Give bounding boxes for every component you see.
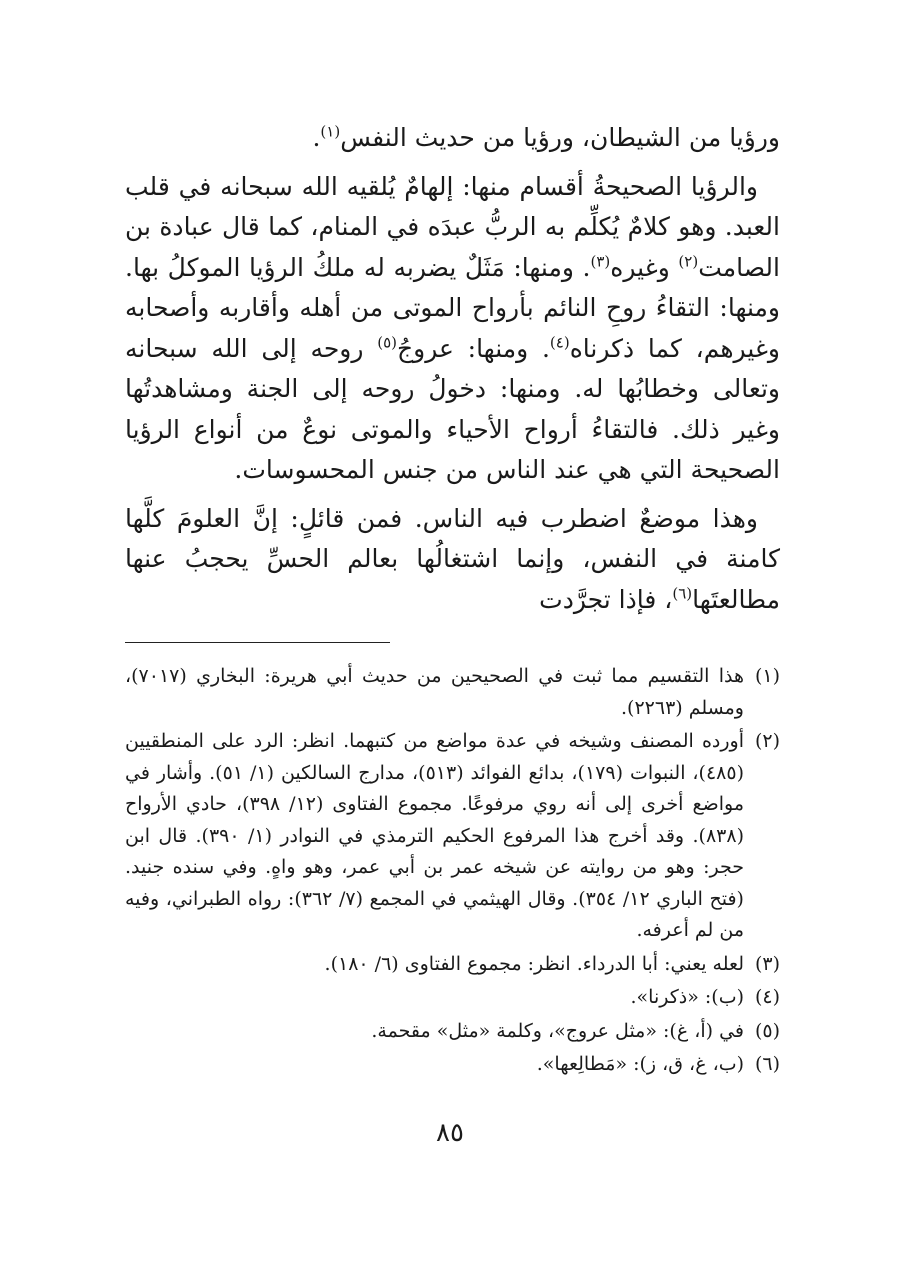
book-page — [125, 118, 780, 1083]
footnote-ref-4: (٤) — [549, 333, 570, 352]
footnote-text: (ب): «ذكرنا». — [630, 986, 744, 1008]
page-number: ٨٥ — [436, 1118, 464, 1148]
paragraph-3 — [125, 499, 780, 621]
paragraph-2-text-b: وغيره — [610, 252, 679, 282]
footnote-number: (٤) — [754, 986, 780, 1008]
paragraph-2-text-c: . ومنها: مَثَلٌ يضربه له ملكُ الرؤيا الموكلُ بها. ومنها: التقاءُ روحِ النائم بأرواح الموتى من أهله وأقاربه وأصحابه وغيرهم، كما ذكرناه — [125, 252, 781, 363]
paragraph-2 — [125, 167, 780, 491]
footnote-5 — [125, 1016, 780, 1048]
footnote-text: في (أ، غ): «مثل عروج»، وكلمة «مثل» مقحمة. — [371, 1019, 744, 1042]
footnote-3 — [125, 949, 780, 981]
footnote-text: أورده المصنف وشيخه في عدة مواضع من كتبهما. انظر: الرد على المنطقيين (٤٨٥)، النبوات (١٧٩)، بدائع الفوائد (٥١٣)، مدارج السالكين (١/ ٥١). وأشار في مواضع أخرى إلى أنه روي مرفوعًا. مجموع الفتاوى (١٢/ ٣٩٨)، حادي الأرواح (٨٣٨). وقد أخرج هذا المرفوع الحكيم الترمذي في النوادر (١/ ٣٩٠). قال ابن حجر: وهو من روايته عن شيخه عمر بن أبي عمر، وهو واهٍ. وفي سنده جنيد. (فتح الباري ١٢/ ٣٥٤). وقال الهيثمي في المجمع (٧/ ٣٦٢): رواه الطبراني، وفيه من لم أعرفه. — [125, 730, 745, 941]
footnote-text: هذا التقسيم مما ثبت في الصحيحين من حديث أبي هريرة: البخاري (٧٠١٧)، ومسلم (٢٢٦٣). — [125, 665, 744, 719]
footnote-number: (١) — [754, 665, 780, 687]
main-text — [125, 118, 780, 620]
footnote-ref-5: (٥) — [377, 333, 397, 352]
footnote-text: (ب، غ، ق، ز): «مَطالِعها». — [536, 1053, 744, 1075]
footnote-ref-1: (١) — [320, 122, 341, 141]
footnote-number: (٢) — [754, 730, 780, 752]
footnote-number: (٣) — [754, 952, 780, 975]
footnote-number: (٥) — [754, 1019, 780, 1042]
footnotes — [125, 661, 780, 1081]
paragraph-2-text-e: روحه إلى الله سبحانه وتعالى وخطابُها له. ومنها: دخولُ روحه إلى الجنة ومشاهدتُها وغير ذلك. فالتقاءُ أرواح الأحياء والموتى نوعٌ من أنواع الرؤيا الصحيحة التي هي عند الناس من جنس المحسوسات. — [125, 333, 780, 484]
footnote-text: لعله يعني: أبا الدرداء. انظر: مجموع الفتاوى (٦/ ١٨٠). — [324, 952, 744, 975]
paragraph-1 — [125, 118, 780, 159]
footnote-1 — [125, 661, 780, 724]
paragraph-2-text-a: والرؤيا الصحيحةُ أقسام منها: إلهامٌ يُلقيه الله سبحانه في قلب العبد. وهو كلامٌ يُكلِّم به الربُّ عبدَه في المنام، كما قال عبادة بن الصامت — [125, 171, 780, 282]
paragraph-3-text-b: ، فإذا تجرَّدت — [539, 584, 673, 614]
footnote-6 — [125, 1049, 780, 1081]
footnote-2 — [125, 726, 780, 947]
footnote-separator — [125, 642, 390, 643]
paragraph-1-end: . — [312, 123, 321, 152]
paragraph-2-text-d: . ومنها: عروجُ — [396, 333, 550, 363]
paragraph-1-text: ورؤيا من الشيطان، ورؤيا من حديث النفس — [340, 123, 780, 152]
footnote-number: (٦) — [754, 1053, 780, 1075]
footnote-4 — [125, 982, 780, 1014]
footnote-ref-6: (٦) — [672, 584, 693, 603]
footnote-ref-3: (٣) — [590, 252, 611, 271]
paragraph-3-text-a: وهذا موضعٌ اضطرب فيه الناس. فمن قائلٍ: إنَّ العلومَ كلَّها كامنة في النفس، وإنما اشتغالُها بعالم الحسِّ يحجبُ عنها مطالعتَها — [125, 503, 780, 614]
footnote-ref-2: (٢) — [678, 252, 699, 271]
